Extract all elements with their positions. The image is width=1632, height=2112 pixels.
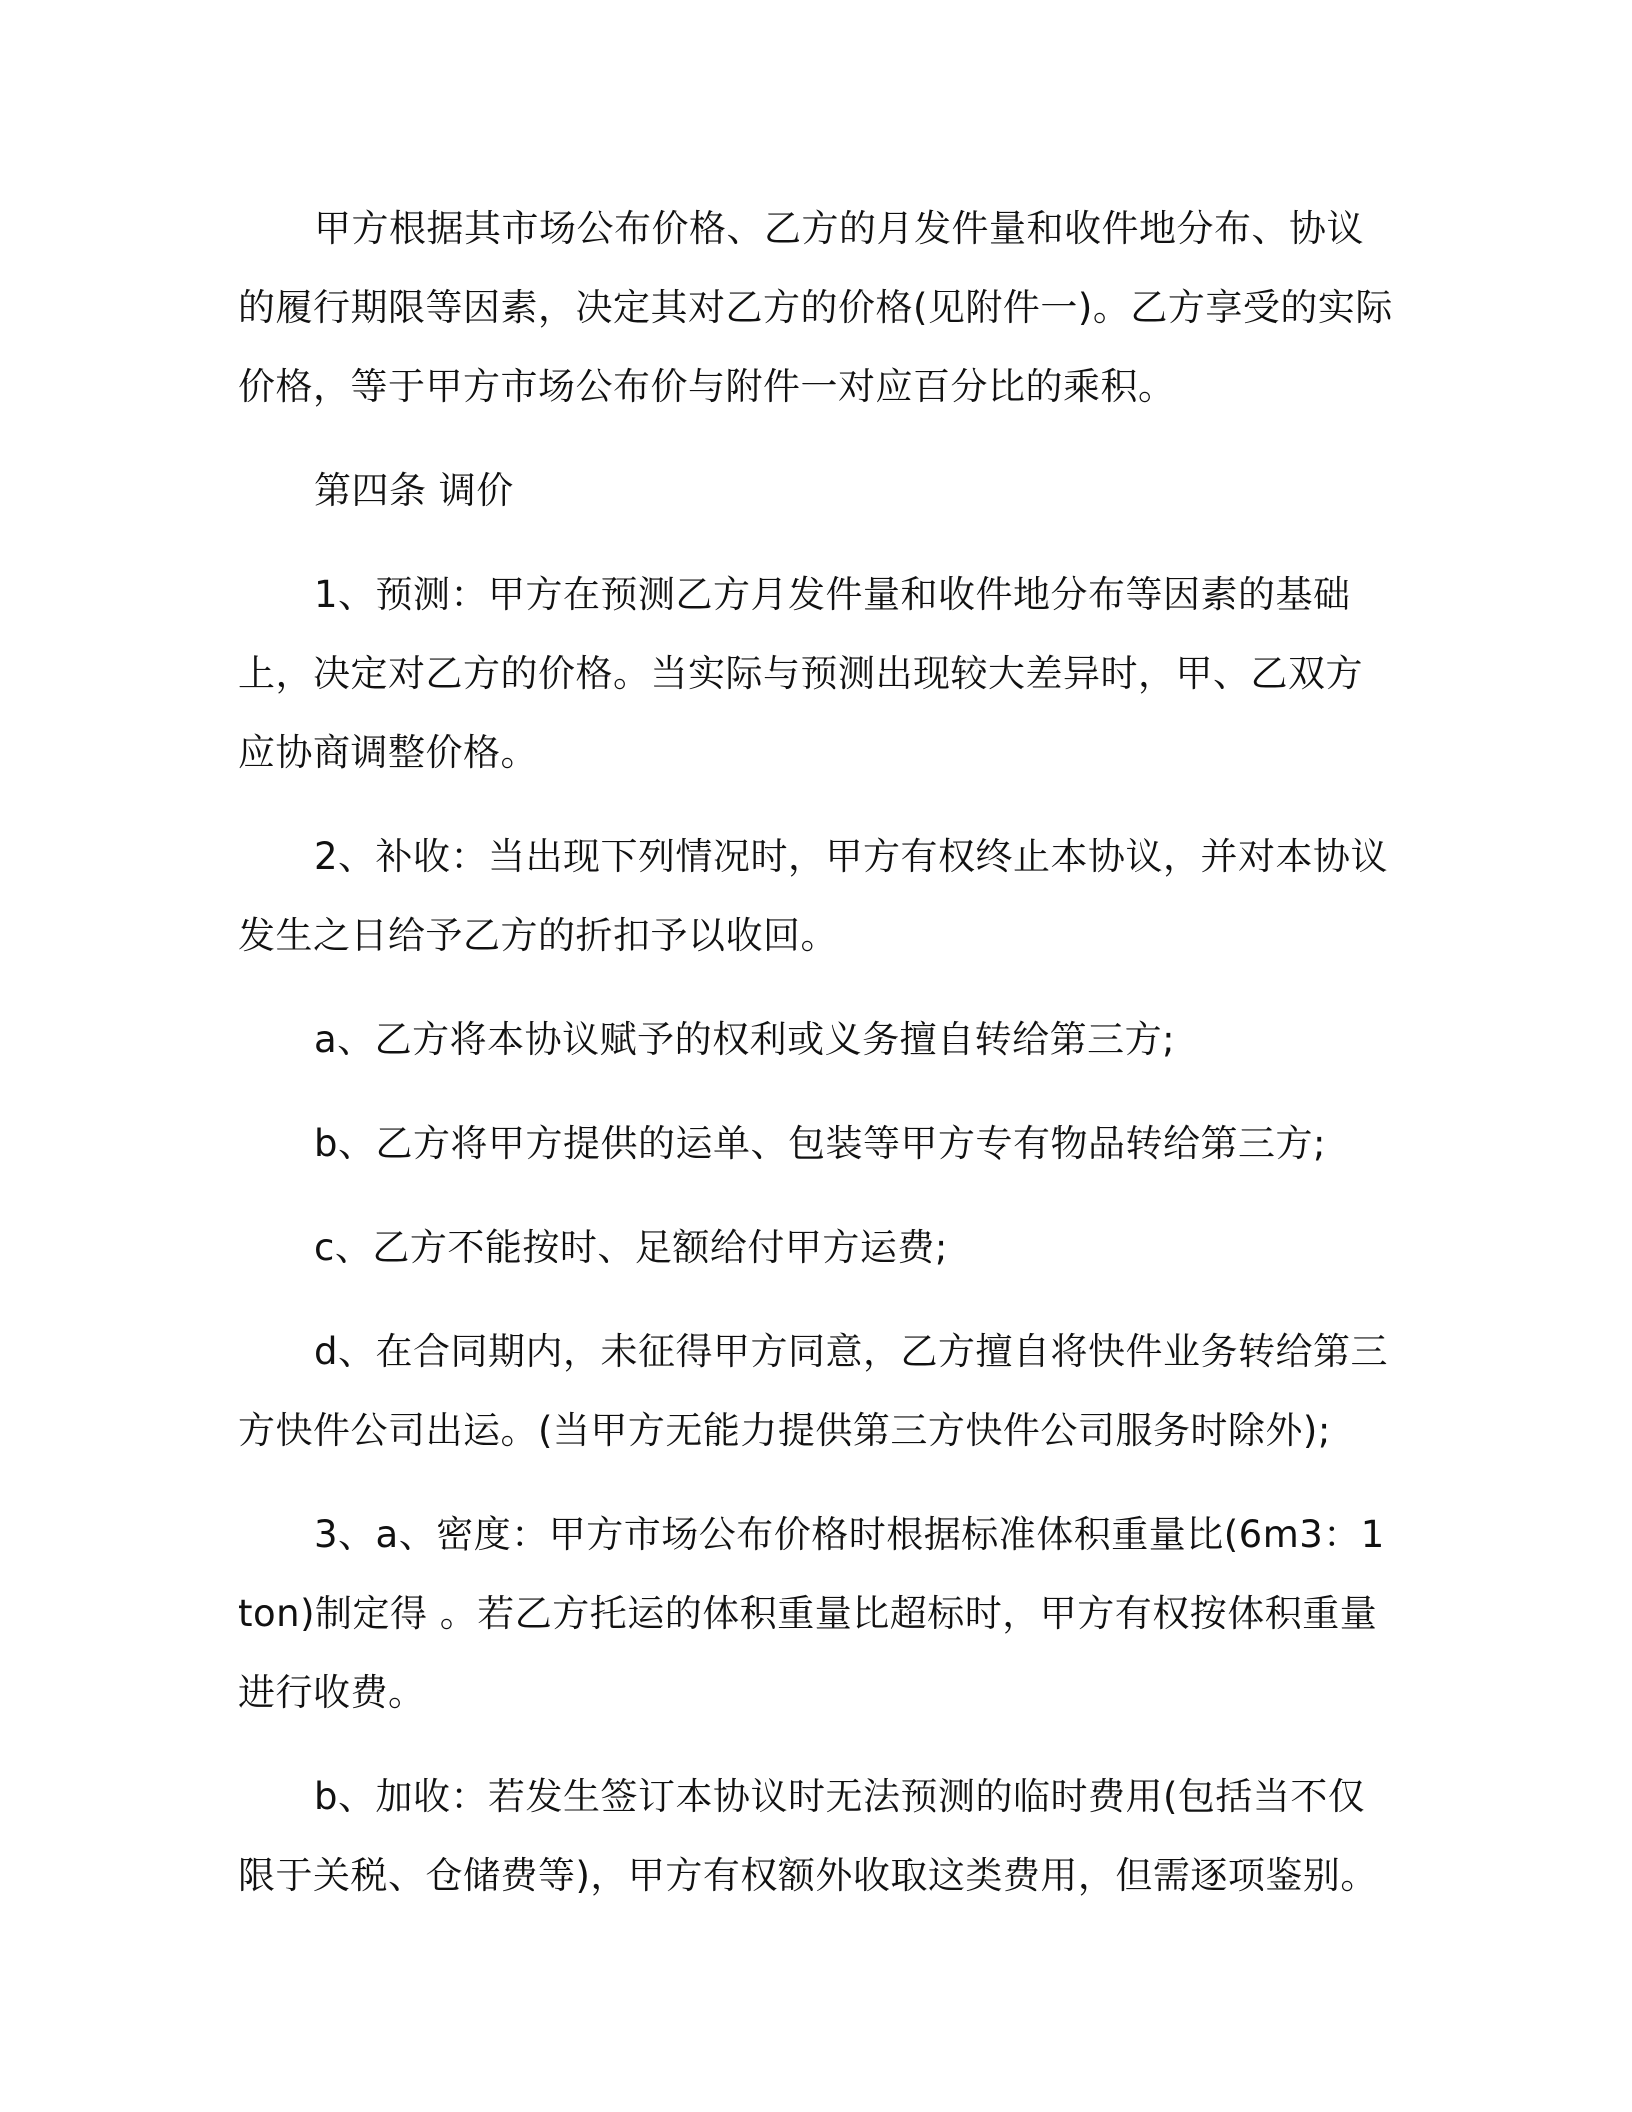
clause-2d: d、在合同期内，未征得甲方同意，乙方擅自将快件业务转给第三方快件公司出运。(当甲方无能力提供第三方快件公司服务时除外); <box>238 1330 1388 1452</box>
clause-2a: a、乙方将本协议赋予的权利或义务擅自转给第三方; <box>314 1018 1176 1061</box>
clause-2-recovery: 2、补收：当出现下列情况时，甲方有权终止本协议，并对本协议发生之日给予乙方的折扣予以收回。 <box>238 835 1389 957</box>
clause-1-forecast: 1、预测：甲方在预测乙方月发件量和收件地分布等因素的基础上，决定对乙方的价格。当实际与预测出现较大差异时，甲、乙双方应协商调整价格。 <box>238 573 1363 774</box>
paragraph-pricing-basis: 甲方根据其市场公布价格、乙方的月发件量和收件地分布、协议的履行期限等因素，决定其对乙方的价格(见附件一)。乙方享受的实际价格，等于甲方市场公布价与附件一对应百分比的乘积。 <box>238 207 1393 408</box>
clause-2b: b、乙方将甲方提供的运单、包装等甲方专有物品转给第三方; <box>314 1122 1326 1165</box>
article-4-heading: 第四条 调价 <box>314 469 514 512</box>
clause-3b-surcharge: b、加收：若发生签订本协议时无法预测的临时费用(包括当不仅限于关税、仓储费等)，甲方有权额外收取这类费用，但需逐项鉴别。 <box>238 1775 1378 1897</box>
clause-3a-density: 3、a、密度：甲方市场公布价格时根据标准体积重量比(6m3：1ton)制定得 。若乙方托运的体积重量比超标时，甲方有权按体积重量进行收费。 <box>238 1513 1385 1714</box>
document-body <box>238 189 1398 1915</box>
clause-2c: c、乙方不能按时、足额给付甲方运费; <box>314 1226 948 1269</box>
